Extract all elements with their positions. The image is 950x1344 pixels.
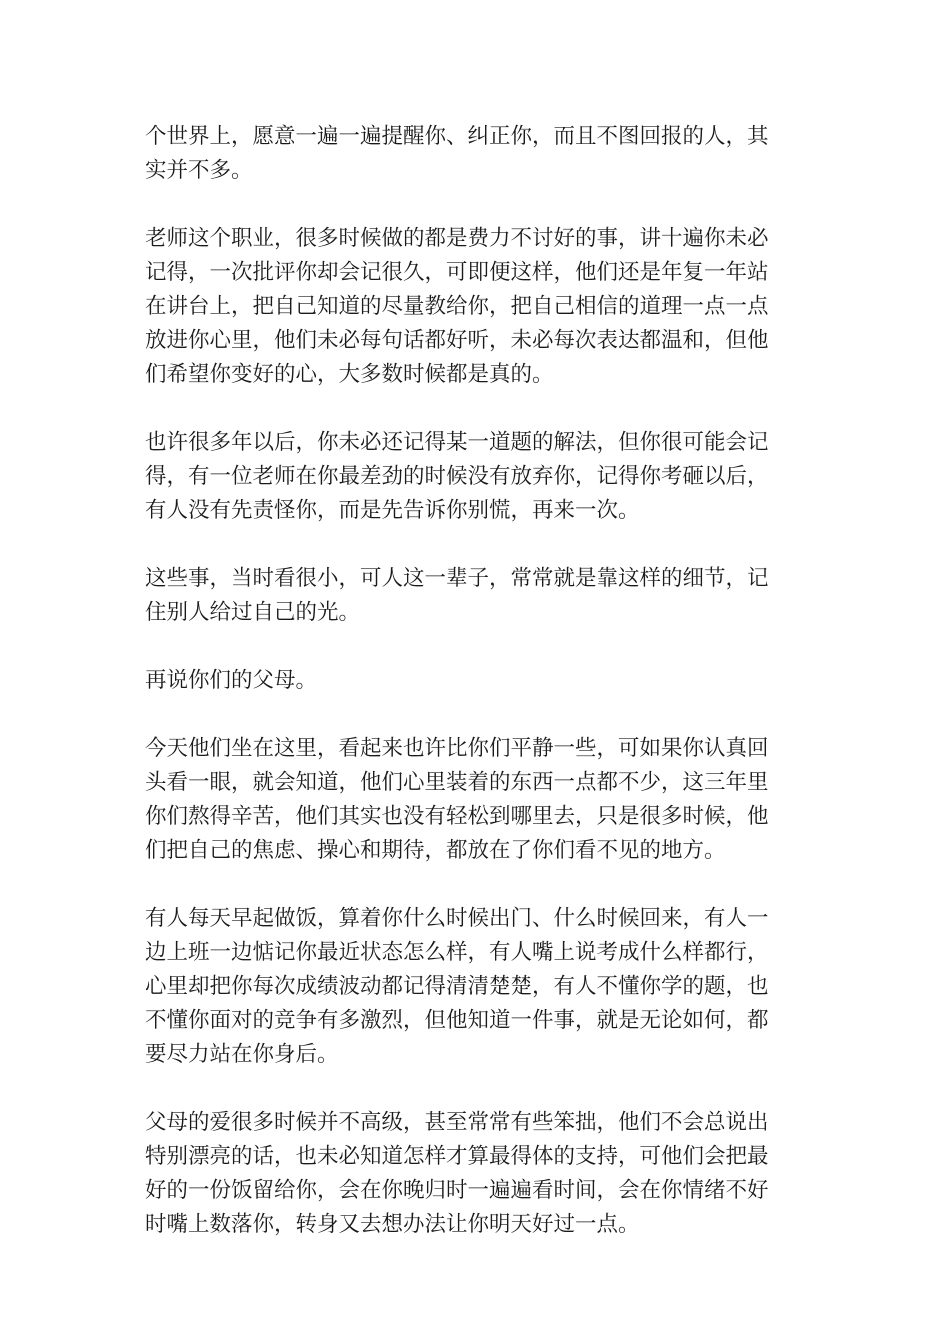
text-line: 要尽力站在你身后。 xyxy=(145,1042,339,1067)
text-line: 有人每天早起做饭，算着你什么时候出门、什么时候回来，有人一 xyxy=(145,906,769,931)
paragraph xyxy=(145,426,805,528)
text-line: 不懂你面对的竞争有多激烈，但他知道一件事，就是无论如何，都 xyxy=(145,1008,769,1033)
text-line: 有人没有先责怪你，而是先告诉你别慌，再来一次。 xyxy=(145,498,640,523)
paragraph xyxy=(145,1106,805,1242)
paragraph xyxy=(145,120,805,188)
paragraph xyxy=(145,562,805,630)
paragraph xyxy=(145,664,805,698)
text-line: 你们熬得辛苦，他们其实也没有轻松到哪里去，只是很多时候，他 xyxy=(145,804,769,829)
text-line: 头看一眼，就会知道，他们心里装着的东西一点都不少，这三年里 xyxy=(145,770,769,795)
text-line: 心里却把你每次成绩波动都记得清清楚楚，有人不懂你学的题，也 xyxy=(145,974,769,999)
text-line: 边上班一边惦记你最近状态怎么样，有人嘴上说考成什么样都行， xyxy=(145,940,769,965)
text-line: 时嘴上数落你，转身又去想办法让你明天好过一点。 xyxy=(145,1212,640,1237)
text-line: 今天他们坐在这里，看起来也许比你们平静一些，可如果你认真回 xyxy=(145,736,769,761)
text-line: 老师这个职业，很多时候做的都是费力不讨好的事，讲十遍你未必 xyxy=(145,226,769,251)
paragraph xyxy=(145,902,805,1072)
text-line: 也许很多年以后，你未必还记得某一道题的解法，但你很可能会记 xyxy=(145,430,769,455)
text-line: 们希望你变好的心，大多数时候都是真的。 xyxy=(145,362,554,387)
paragraph xyxy=(145,732,805,868)
text-line: 得，有一位老师在你最差劲的时候没有放弃你，记得你考砸以后， xyxy=(145,464,769,489)
document-body xyxy=(145,120,805,1276)
text-line: 个世界上，愿意一遍一遍提醒你、纠正你，而且不图回报的人，其 xyxy=(145,124,769,149)
text-line: 实并不多。 xyxy=(145,158,253,183)
paragraph xyxy=(145,222,805,392)
text-line: 记得，一次批评你却会记很久，可即便这样，他们还是年复一年站 xyxy=(145,260,769,285)
text-line: 放进你心里，他们未必每句话都好听，未必每次表达都温和，但他 xyxy=(145,328,769,353)
text-line: 们把自己的焦虑、操心和期待，都放在了你们看不见的地方。 xyxy=(145,838,726,863)
text-line: 再说你们的父母。 xyxy=(145,668,318,693)
text-line: 好的一份饭留给你，会在你晚归时一遍遍看时间，会在你情绪不好 xyxy=(145,1178,769,1203)
text-line: 父母的爱很多时候并不高级，甚至常常有些笨拙，他们不会总说出 xyxy=(145,1110,769,1135)
text-line: 在讲台上，把自己知道的尽量教给你，把自己相信的道理一点一点 xyxy=(145,294,769,319)
text-line: 这些事，当时看很小，可人这一辈子，常常就是靠这样的细节，记 xyxy=(145,566,769,591)
text-line: 特别漂亮的话，也未必知道怎样才算最得体的支持，可他们会把最 xyxy=(145,1144,769,1169)
text-line: 住别人给过自己的光。 xyxy=(145,600,361,625)
